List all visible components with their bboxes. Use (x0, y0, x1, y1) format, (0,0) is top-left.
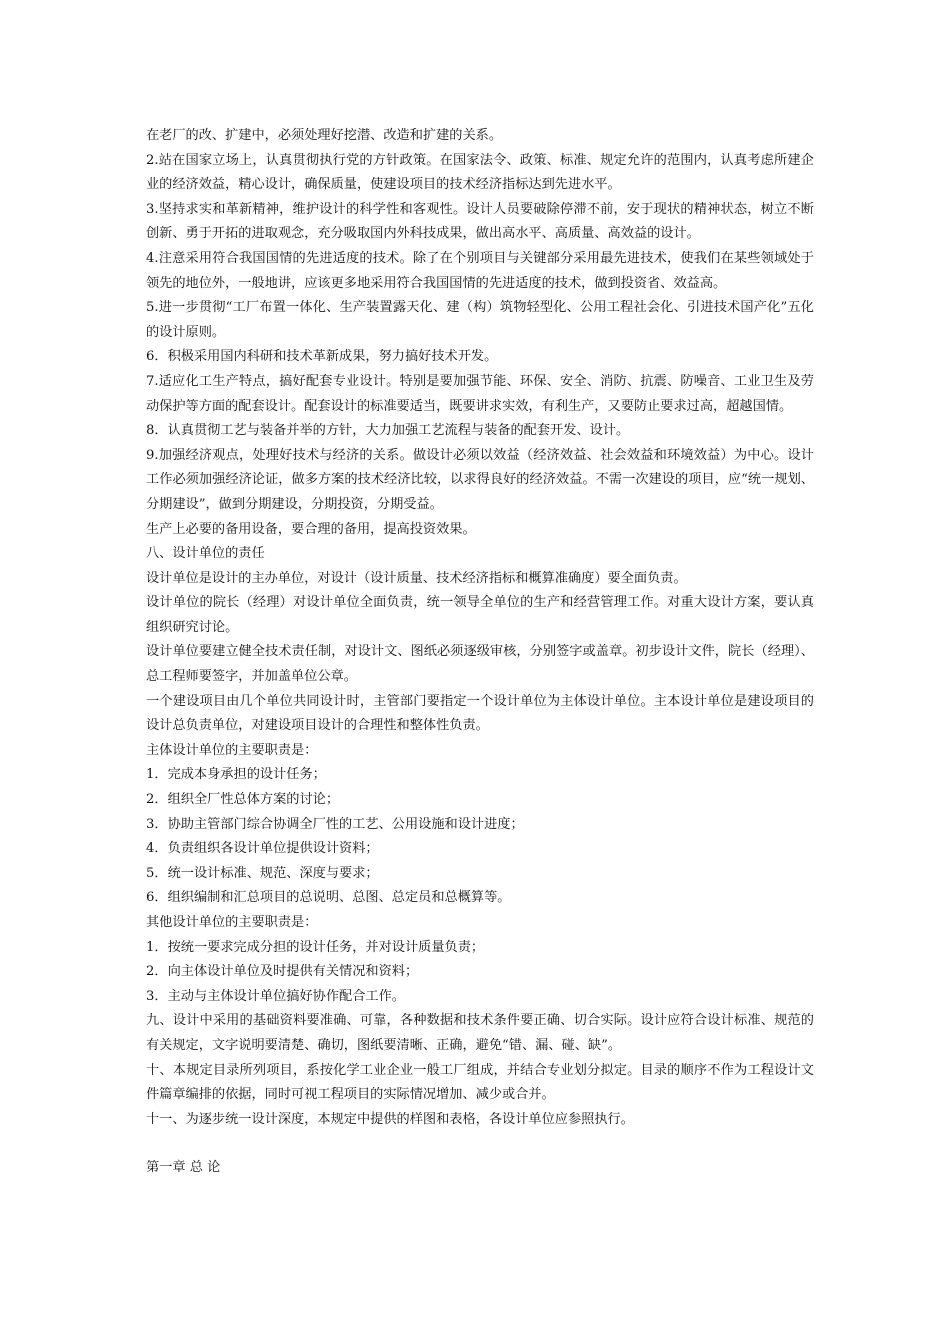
list-item: 1．完成本身承担的设计任务； (146, 767, 326, 783)
list-item: 6．组织编制和汇总项目的总说明、总图、总定员和总概算等。 (146, 890, 511, 906)
section-paragraph: 十、本规定目录所列项目，系按化学工业企业一般工厂组成，并结合专业划分拟定。目录的顺序不作为工程设计文件篇章编排的依据，同时可视工程项目的实际情况增加、减少或合并。 (146, 1062, 814, 1103)
paragraph: 3.坚持求实和革新精神，维护设计的科学性和客观性。设计人员要破除停滞不前，安于现状的精神状态，树立不断创新、勇于开拓的进取观念，充分吸取国内外科技成果，做出高水平、高质量、高效益的设计。 (146, 201, 814, 242)
paragraph: 9.加强经济观点，处理好技术与经济的关系。做设计必须以效益（经济效益、社会效益和环境效益）为中心。设计工作必须加强经济论证，做多方案的技术经济比较，以求得良好的经济效益。不需一次建设的项目，应“统一规划、分期建设”，做到分期建设，分期投资，分期受益。 (146, 447, 814, 512)
list-item: 5．统一设计标准、规范、深度与要求； (146, 865, 379, 881)
paragraph: 设计单位要建立健全技术责任制，对设计文、图纸必须逐级审核，分别签字或盖章。初步设计文件，院长（经理）、总工程师要签字，并加盖单位公章。 (146, 644, 814, 685)
paragraph: 4.注意采用符合我国国情的先进适度的技术。除了在个别项目与关键部分采用最先进技术，使我们在某些领域处于领先的地位外，一般地讲，应该更多地采用符合我国国情的先进适度的技术，做到投资省、效益高。 (146, 250, 814, 291)
section-heading: 八、设计单位的责任 (146, 546, 265, 562)
list-heading: 其他设计单位的主要职责是： (146, 915, 318, 930)
document-body (146, 124, 814, 1181)
section-paragraph: 十一、为逐步统一设计深度，本规定中提供的样图和表格，各设计单位应参照执行。 (146, 1111, 634, 1127)
section-paragraph: 九、设计中采用的基础资料要准确、可靠，各种数据和技术条件要正确、切合实际。设计应符合设计标准、规范的有关规定，文字说明要清楚、确切，图纸要清晰、正确，避免“错、漏、碰、缺”。 (146, 1013, 814, 1053)
paragraph: 生产上必要的备用设备，要合理的备用，提高投资效果。 (146, 521, 476, 537)
paragraph: 设计单位的院长（经理）对设计单位全面负责，统一领导全单位的生产和经营管理工作。对重大设计方案，要认真组织研究讨论。 (146, 595, 814, 635)
list-item: 4．负责组织各设计单位提供设计资料； (146, 841, 379, 857)
paragraph: 设计单位是设计的主办单位，对设计（设计质量、技术经济指标和概算准确度）要全面负责。 (146, 570, 687, 586)
paragraph: 2.站在国家立场上，认真贯彻执行党的方针政策。在国家法令、政策、标准、规定允许的范围内，认真考虑所建企业的经济效益，精心设计，确保质量，使建设项目的技术经济指标达到先进水平。 (146, 152, 814, 193)
list-item: 3．主动与主体设计单位搞好协作配合工作。 (146, 988, 405, 1004)
list-item: 2．组织全厂性总体方案的讨论； (146, 792, 340, 808)
list-item: 1．按统一要求完成分担的设计任务，并对设计质量负责； (146, 939, 485, 955)
list-item: 2．向主体设计单位及时提供有关情况和资料； (146, 964, 419, 980)
paragraph: 8．认真贯彻工艺与装备并举的方针，大力加强工艺流程与装备的配套开发、设计。 (146, 423, 630, 439)
paragraph: 6．积极采用国内科研和技术革新成果，努力搞好技术开发。 (146, 349, 498, 365)
paragraph: 5.进一步贯彻“工厂布置一体化、生产装置露天化、建（构）筑物轻型化、公用工程社会化、引进技术国产化”五化的设计原则。 (146, 300, 814, 340)
paragraph: 在老厂的改、扩建中，必须处理好挖潜、改造和扩建的关系。 (146, 128, 503, 143)
list-item: 3．协助主管部门综合协调全厂性的工艺、公用设施和设计进度； (146, 816, 524, 832)
paragraph: 一个建设项目由几个单位共同设计时，主管部门要指定一个设计单位为主体设计单位。主本设计单位是建设项目的设计总负责单位，对建设项目设计的合理性和整体性负责。 (146, 693, 814, 734)
list-heading: 主体设计单位的主要职责是： (146, 742, 318, 758)
paragraph: 7.适应化工生产特点，搞好配套专业设计。特别是要加强节能、环保、安全、消防、抗震、防噪音、工业卫生及劳动保护等方面的配套设计。配套设计的标准要适当，既要讲求实效，有利生产，又要防止要求过高，超越国情。 (146, 373, 814, 414)
chapter-heading: 第一章 总 论 (146, 1160, 221, 1176)
